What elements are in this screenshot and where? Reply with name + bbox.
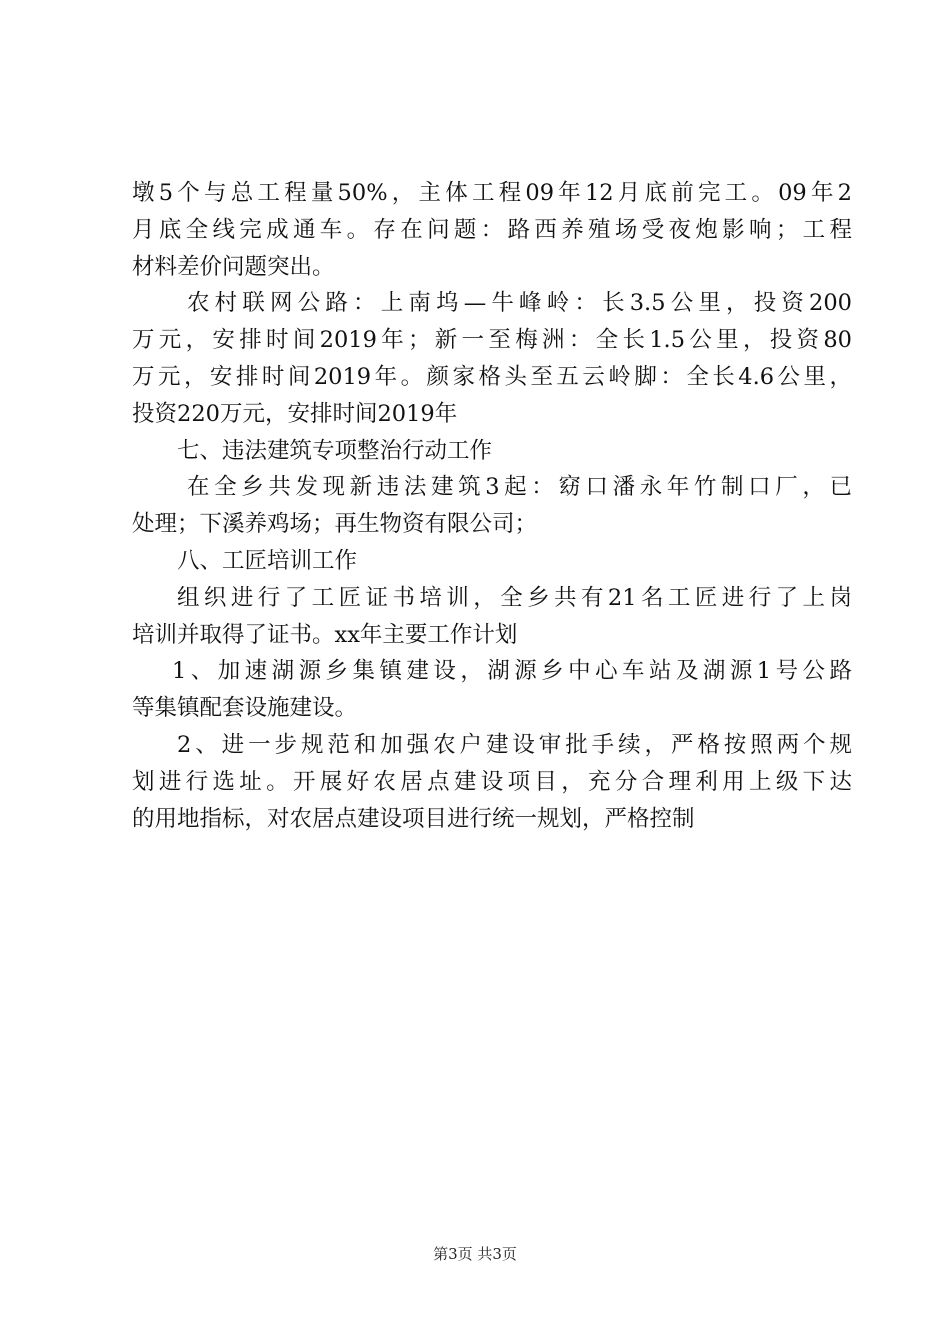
text-line-17: 划进行选址。开展好农居点建设项目，充分合理利用上级下达 xyxy=(132,768,852,795)
text-line-3: 材料差价问题突出。 xyxy=(132,253,335,280)
text-line-6: 万元，安排时间2019年。颜家格头至五云岭脚：全长4.6公里， xyxy=(132,363,852,390)
text-line-4: 农村联网公路：上南坞—牛峰岭：长3.5公里，投资200 xyxy=(187,290,852,317)
plan-item-2: 2、进一步规范和加强农户建设审批手续，严格按照两个规 xyxy=(177,731,852,758)
text-line-7: 投资220万元，安排时间2019年 xyxy=(132,400,458,427)
section-heading-8: 八、工匠培训工作 xyxy=(177,547,358,574)
text-line-15: 等集镇配套设施建设。 xyxy=(132,695,358,722)
text-line-18: 的用地指标，对农居点建设项目进行统一规划，严格控制 xyxy=(132,805,695,832)
text-line-13: 培训并取得了证书。xx年主要工作计划 xyxy=(132,621,518,648)
section-heading-7: 七、违法建筑专项整治行动工作 xyxy=(177,437,493,464)
text-line-10: 处理；下溪养鸡场；再生物资有限公司； xyxy=(132,511,538,538)
text-line-12: 组织进行了工匠证书培训，全乡共有21名工匠进行了上岗 xyxy=(177,584,852,611)
page-number-footer: 第3页 共3页 xyxy=(433,1245,517,1263)
text-line-2: 月底全线完成通车。存在问题：路西养殖场受夜炮影响；工程 xyxy=(132,216,852,243)
text-line-9: 在全乡共发现新违法建筑3起：窈口潘永年竹制口厂，已 xyxy=(187,474,852,501)
text-line-5: 万元，安排时间2019年；新一至梅洲：全长1.5公里，投资80 xyxy=(132,327,852,354)
plan-item-1: 1、加速湖源乡集镇建设，湖源乡中心车站及湖源1号公路 xyxy=(172,658,852,685)
document-body xyxy=(132,175,852,837)
text-line-1: 墩5个与总工程量50%，主体工程09年12月底前完工。09年2 xyxy=(132,180,852,206)
